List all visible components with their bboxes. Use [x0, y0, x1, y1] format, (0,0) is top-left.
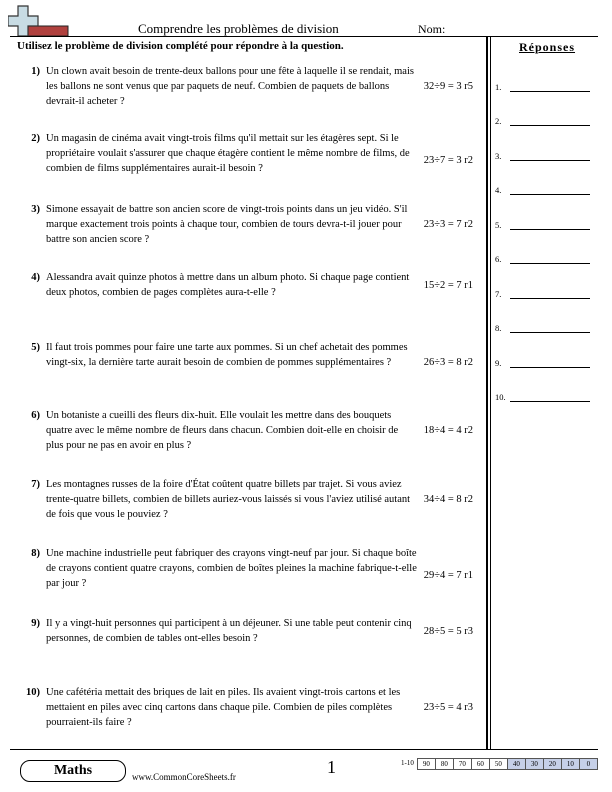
score-cell: 0: [580, 758, 598, 770]
page-number: 1: [327, 757, 336, 777]
answer-line[interactable]: [510, 91, 590, 92]
question-number: 10): [26, 687, 40, 698]
score-cell: 40: [508, 758, 526, 770]
division-equation: 29÷4 = 7 r1: [423, 570, 473, 581]
answer-slot: [495, 218, 595, 232]
answer-slot: [495, 149, 595, 163]
question-number: 6): [31, 410, 40, 421]
answer-line[interactable]: [510, 401, 590, 402]
question-text: Alessandra avait quinze photos à mettre dans un album photo. Si chaque page contient deux photos, combien de pages complètes aura-t-elle ?: [46, 272, 410, 298]
score-cell: 10: [562, 758, 580, 770]
question-text: Un botaniste a cueilli des fleurs dix-huit. Elle voulait les mettre dans des bouquets quatre avec le même nombre de fleurs dans chacun. Combien doit-elle en choisir de plus pour ne pas en avoir en plus ?: [46, 410, 399, 451]
question-number: 4): [31, 272, 40, 283]
answer-number: 2.: [495, 116, 502, 126]
name-label: Nom:: [418, 22, 446, 36]
score-cell: 30: [526, 758, 544, 770]
division-equation: 32÷9 = 3 r5: [423, 81, 473, 92]
division-equation: 23÷3 = 7 r2: [423, 219, 473, 230]
division-equation: 26÷3 = 8 r2: [423, 357, 473, 368]
answer-number: 7.: [495, 289, 502, 299]
score-cell: 80: [436, 758, 454, 770]
score-table: [398, 758, 598, 770]
answer-slot: [495, 287, 595, 301]
score-cell: 60: [472, 758, 490, 770]
question-text: Il y a vingt-huit personnes qui participent à un déjeuner. Si une table peut contenir cinq personnes, de combien de tables ont-elles besoin ?: [46, 618, 412, 644]
column-divider-inner: [490, 37, 491, 749]
question-text: Une machine industrielle peut fabriquer des crayons vingt-neuf par jour. Si chaque boîte de crayons contient quatre crayons, combien de boîtes pleines la machine fabrique-t-elle par jour ?: [46, 548, 417, 589]
worksheet-title: Comprendre les problèmes de division: [138, 21, 339, 36]
answer-number: 4.: [495, 185, 502, 195]
answer-line[interactable]: [510, 125, 590, 126]
answer-line[interactable]: [510, 298, 590, 299]
answer-number: 10.: [495, 392, 506, 402]
site-url: www.CommonCoreSheets.fr: [132, 772, 236, 782]
column-divider: [486, 37, 488, 749]
division-equation: 15÷2 = 7 r1: [423, 280, 473, 291]
answer-number: 8.: [495, 323, 502, 333]
subject-badge: Maths: [20, 760, 126, 782]
answer-number: 6.: [495, 254, 502, 264]
question-text: Simone essayait de battre son ancien score de vingt-trois points dans un jeu vidéo. S'il marque exactement trois points à chaque tour, combien de tours devra-t-il jouer pour battre son ancien score ?: [46, 204, 408, 245]
division-equation: 34÷4 = 8 r2: [423, 494, 473, 505]
question-number: 1): [31, 66, 40, 77]
question-number: 5): [31, 342, 40, 353]
answer-slot: [495, 390, 595, 404]
division-equation: 23÷5 = 4 r3: [423, 702, 473, 713]
instruction-text: Utilisez le problème de division complété pour répondre à la question.: [17, 40, 344, 52]
question-text: Il faut trois pommes pour faire une tarte aux pommes. Si un chef achetait des pommes vingt-six, la dernière tarte aurait besoin de combien de pommes supplémentaires ?: [46, 342, 408, 368]
answer-line[interactable]: [510, 229, 590, 230]
answer-slot: [495, 356, 595, 370]
answer-line[interactable]: [510, 160, 590, 161]
answer-number: 5.: [495, 220, 502, 230]
score-range-label: 1-10: [401, 759, 414, 767]
score-cell: 90: [417, 758, 436, 770]
answer-line[interactable]: [510, 194, 590, 195]
footer-divider: [10, 749, 598, 750]
division-equation: 28÷5 = 5 r3: [423, 626, 473, 637]
question-text: Une cafétéria mettait des briques de lait en piles. Ils avaient vingt-trois cartons et les mettaient en piles avec cinq cartons dans chaque pile. Combien de piles complètes pourraient-ils faire ?: [46, 687, 401, 728]
answer-slot: [495, 321, 595, 335]
division-equation: 18÷4 = 4 r2: [423, 425, 473, 436]
division-equation: 23÷7 = 3 r2: [423, 155, 473, 166]
answer-number: 1.: [495, 82, 502, 92]
score-cell: 70: [454, 758, 472, 770]
answer-slot: [495, 114, 595, 128]
question-number: 3): [31, 204, 40, 215]
score-cell: 50: [490, 758, 508, 770]
answer-slot: [495, 252, 595, 266]
answer-line[interactable]: [510, 332, 590, 333]
answer-slot: [495, 80, 595, 94]
question-number: 7): [31, 479, 40, 490]
question-text: Un magasin de cinéma avait vingt-trois films qu'il mettait sur les étagères sept. Si le propriétaire voulait s'assurer que chaque étagère contient le même nombre de films, de combien de films supplémentaires aurait-il besoin ?: [46, 133, 410, 174]
answer-line[interactable]: [510, 367, 590, 368]
answers-title: Réponses: [519, 40, 576, 54]
answer-number: 3.: [495, 151, 502, 161]
answer-number: 9.: [495, 358, 502, 368]
score-cell: 20: [544, 758, 562, 770]
question-text: Un clown avait besoin de trente-deux ballons pour une fête à laquelle il se rendait, mais les ballons ne sont venus que par paquets de neuf. Combien de paquets de ballons devrait-il acheter ?: [46, 66, 414, 107]
plus-logo-icon: [8, 4, 70, 38]
answer-line[interactable]: [510, 263, 590, 264]
header-divider: [10, 36, 598, 37]
question-number: 2): [31, 133, 40, 144]
question-number: 8): [31, 548, 40, 559]
question-number: 9): [31, 618, 40, 629]
question-text: Les montagnes russes de la foire d'État coûtent quatre billets par trajet. Si vous aviez trente-quatre billets, combien de billets auriez-vous laissés si vous l'aviez utilisé autant de fois que vous le pouviez ?: [46, 479, 411, 520]
answer-slot: [495, 183, 595, 197]
